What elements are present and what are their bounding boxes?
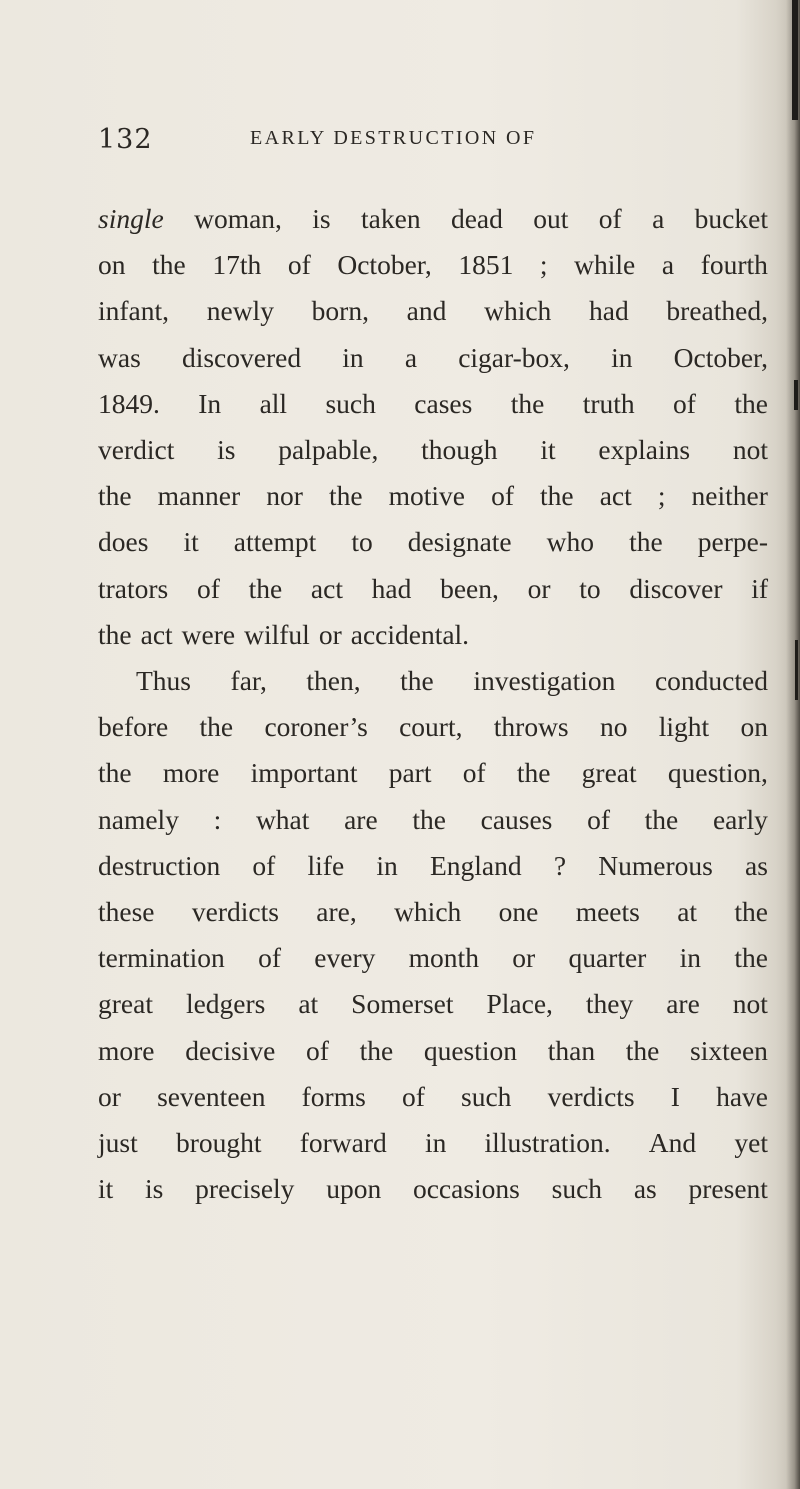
running-head: EARLY DESTRUCTION OF	[250, 127, 537, 149]
text-line: does it attempt to designate who the perpe-	[98, 526, 768, 558]
text-line: just brought forward in illustration. And yet	[98, 1127, 768, 1159]
text-line: before the coroner’s court, throws no light on	[98, 711, 768, 743]
text-line: the manner nor the motive of the act ; neither	[98, 480, 768, 512]
text-line: or seventeen forms of such verdicts I have	[98, 1080, 768, 1112]
text-line: verdict is palpable, though it explains not	[98, 434, 768, 466]
text-line: it is precisely upon occasions such as present	[98, 1173, 768, 1205]
body-text	[98, 196, 768, 1212]
text-line: more decisive of the question than the sixteen	[98, 1034, 768, 1066]
text-line: the more important part of the great question,	[98, 757, 768, 789]
text-line: single woman, is taken dead out of a bucket	[98, 196, 768, 242]
text-line: the act were wilful or accidental.	[98, 618, 470, 650]
text-line: termination of every month or quarter in the	[98, 942, 768, 974]
text-line: destruction of life in England ? Numerous as	[98, 849, 768, 881]
text-line: trators of the act had been, or to discover if	[98, 572, 768, 604]
italic-word: single	[98, 203, 164, 234]
page-number: 132	[98, 124, 153, 155]
text-line: great ledgers at Somerset Place, they are not	[98, 988, 768, 1020]
text-line: on the 17th of October, 1851 ; while a fourth	[98, 249, 768, 281]
text-line: was discovered in a cigar-box, in October,	[98, 341, 768, 373]
text-line: Thus far, then, the investigation conducted	[136, 665, 768, 697]
page-header	[98, 120, 798, 160]
text-line: namely : what are the causes of the early	[98, 803, 768, 835]
page-gutter-shadow	[786, 0, 800, 1489]
gutter-binding-mark	[795, 640, 798, 700]
text-line: infant, newly born, and which had breathed,	[98, 295, 768, 327]
gutter-binding-mark	[792, 0, 798, 120]
text-line: 1849. In all such cases the truth of the	[98, 387, 768, 419]
gutter-binding-mark	[794, 380, 798, 410]
text-line: these verdicts are, which one meets at the	[98, 896, 768, 928]
